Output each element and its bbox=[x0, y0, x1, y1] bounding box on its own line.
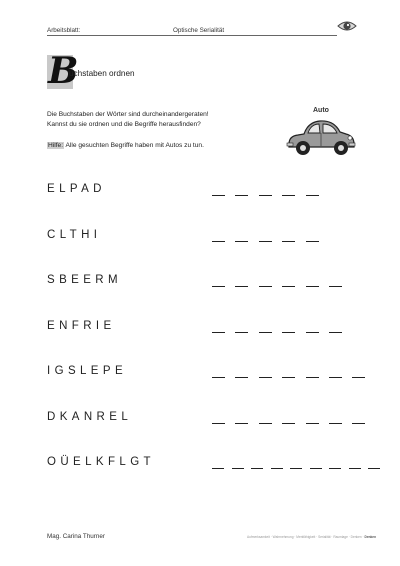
instructions bbox=[47, 110, 209, 130]
scrambled-word: IGSLEPE bbox=[47, 365, 128, 377]
answer-blank[interactable] bbox=[212, 377, 225, 378]
hint-label: Hilfe: bbox=[48, 142, 64, 149]
answer-blank[interactable] bbox=[259, 377, 272, 378]
answer-blank[interactable] bbox=[259, 286, 272, 287]
title-text: uchstaben ordnen bbox=[69, 69, 135, 78]
answer-blank[interactable] bbox=[212, 332, 225, 333]
answer-blank[interactable] bbox=[352, 423, 365, 424]
answer-blank[interactable] bbox=[282, 377, 295, 378]
answer-blank[interactable] bbox=[329, 286, 342, 287]
instruction-line-2: Kannst du sie ordnen und die Begriffe herausfinden? bbox=[47, 121, 201, 128]
answer-blank[interactable] bbox=[329, 377, 342, 378]
hint bbox=[47, 142, 204, 149]
word-row bbox=[47, 229, 367, 245]
answer-blank[interactable] bbox=[235, 195, 248, 196]
answer-blank[interactable] bbox=[329, 423, 342, 424]
page-header bbox=[47, 24, 352, 38]
answer-blank[interactable] bbox=[282, 332, 295, 333]
answer-blank[interactable] bbox=[306, 377, 319, 378]
worksheet-topic: Optische Serialität bbox=[173, 27, 225, 34]
answer-blank[interactable] bbox=[290, 468, 302, 469]
word-row bbox=[47, 274, 367, 290]
scrambled-word: ELPAD bbox=[47, 183, 106, 195]
answer-blank[interactable] bbox=[282, 423, 295, 424]
answer-blank[interactable] bbox=[282, 286, 295, 287]
answer-blank[interactable] bbox=[212, 286, 225, 287]
answer-blank[interactable] bbox=[282, 241, 295, 242]
word-row bbox=[47, 411, 367, 427]
answer-blank[interactable] bbox=[306, 423, 319, 424]
scrambled-word: OÜELKFLGT bbox=[47, 456, 155, 468]
answer-blank[interactable] bbox=[368, 468, 380, 469]
answer-blank[interactable] bbox=[306, 241, 319, 242]
answer-blank[interactable] bbox=[306, 195, 319, 196]
answer-blank[interactable] bbox=[251, 468, 263, 469]
car-caption: Auto bbox=[313, 107, 329, 114]
answer-blank[interactable] bbox=[212, 423, 225, 424]
scrambled-word: SBEERM bbox=[47, 274, 122, 286]
answer-blank[interactable] bbox=[212, 468, 224, 469]
answer-blank[interactable] bbox=[259, 241, 272, 242]
answer-blank[interactable] bbox=[212, 241, 225, 242]
word-row bbox=[47, 365, 367, 381]
answer-blank[interactable] bbox=[271, 468, 283, 469]
answer-blank[interactable] bbox=[349, 468, 361, 469]
eye-icon bbox=[337, 18, 357, 34]
hint-text: Alle gesuchten Begriffe haben mit Autos zu tun. bbox=[64, 142, 204, 149]
worksheet-label: Arbeitsblatt: bbox=[47, 27, 81, 34]
scrambled-word: ENFRIE bbox=[47, 320, 116, 332]
answer-blank[interactable] bbox=[259, 423, 272, 424]
answer-blank[interactable] bbox=[282, 195, 295, 196]
answer-blank[interactable] bbox=[306, 286, 319, 287]
answer-blank[interactable] bbox=[232, 468, 244, 469]
answer-blank[interactable] bbox=[235, 377, 248, 378]
answer-blank[interactable] bbox=[235, 332, 248, 333]
word-row bbox=[47, 183, 367, 199]
dropcap-letter: B bbox=[48, 50, 79, 92]
answer-blank[interactable] bbox=[259, 195, 272, 196]
word-row bbox=[47, 456, 367, 472]
instruction-line-1: Die Buchstaben der Wörter sind durcheinandergeraten! bbox=[47, 111, 209, 118]
header-rule bbox=[47, 35, 337, 36]
car-icon bbox=[286, 114, 356, 158]
answer-blank[interactable] bbox=[235, 241, 248, 242]
scrambled-word: DKANREL bbox=[47, 411, 133, 423]
author: Mag. Carina Thurner bbox=[47, 533, 105, 540]
scrambled-word: CLTHI bbox=[47, 229, 102, 241]
answer-blank[interactable] bbox=[306, 332, 319, 333]
answer-blank[interactable] bbox=[212, 195, 225, 196]
word-row bbox=[47, 320, 367, 336]
answer-blank[interactable] bbox=[235, 423, 248, 424]
skill-tags-text: Aufmerksamkeit · Wahrnehmung · Merkfähigkeit · Serialität · Raumlage · Denken · bbox=[247, 535, 365, 539]
answer-blank[interactable] bbox=[235, 286, 248, 287]
skill-tags bbox=[247, 535, 376, 539]
answer-blank[interactable] bbox=[310, 468, 322, 469]
answer-blank[interactable] bbox=[329, 468, 341, 469]
answer-blank[interactable] bbox=[352, 377, 365, 378]
skill-tag-highlighted: Denken bbox=[364, 535, 377, 539]
answer-blank[interactable] bbox=[259, 332, 272, 333]
answer-blank[interactable] bbox=[329, 332, 342, 333]
